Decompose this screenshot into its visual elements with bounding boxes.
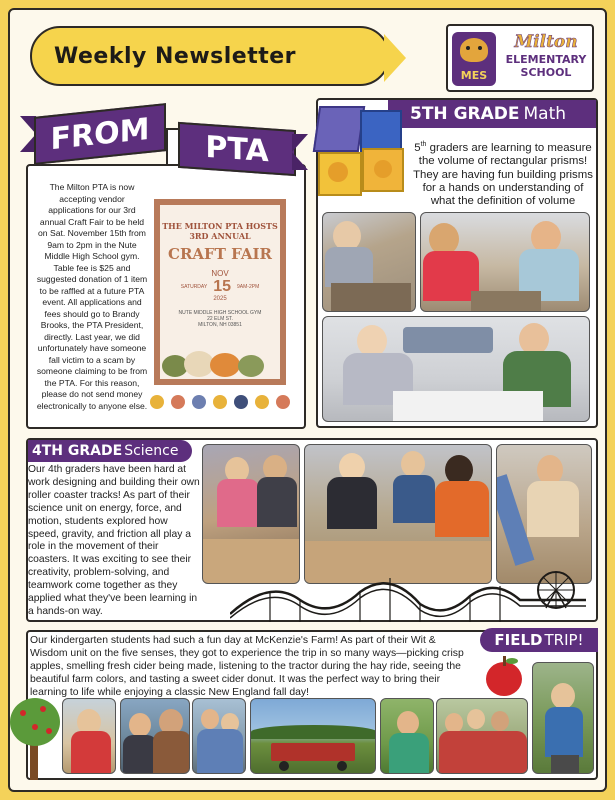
school-name-elementary: ELEMENTARY bbox=[505, 53, 587, 66]
poster-year: 2025 bbox=[213, 296, 227, 302]
poster-venue: NUTE MIDDLE HIGH SCHOOL GYM bbox=[178, 310, 262, 316]
ribbon-pta: PTA bbox=[178, 122, 296, 176]
fieldtrip-photo-6 bbox=[436, 698, 528, 774]
school-name-school: SCHOOL bbox=[520, 66, 572, 79]
grade5-photo-1 bbox=[322, 212, 416, 312]
pumpkins-icon bbox=[162, 349, 276, 377]
grade5-text bbox=[412, 138, 594, 222]
grade4-tag bbox=[28, 440, 192, 462]
grade5-photo-3 bbox=[322, 316, 590, 422]
logo-letters: MES bbox=[460, 69, 488, 82]
poster-month: NOV bbox=[211, 269, 229, 278]
grade4-text: Our 4th graders have been hard at work designing and building their own roller coaster tracks! As part of their science unit on energy, force, and motion, students explored how speed, gravity, and friction all play a role in the movement of their coasters. It was exciting to see their creativity, problem-solving, and teamwork come together as they applied what they've been learning in a hands-on way. bbox=[28, 464, 200, 617]
school-logo bbox=[446, 24, 594, 92]
grade4-photo-1 bbox=[202, 444, 300, 584]
fieldtrip-tag bbox=[480, 628, 598, 652]
chevron-arrows bbox=[336, 34, 406, 82]
fieldtrip-text: Our kindergarten students had such a fun day at McKenzie's Farm! As part of their Wit & Wisdom unit on the five senses, they got to experience the trip in so many ways—picking crisp apples, smelling fresh cider being made, listening to the tractor during the hay ride, seeing the beautiful farm colors, and tasting a sweet cider donut. It was the perfect way to bring their learning to life while enjoying a classic New England fall day! bbox=[30, 635, 464, 698]
grade5-lead: 5 bbox=[414, 141, 421, 154]
grade5-tag bbox=[388, 100, 596, 128]
poster-day-num: 15 bbox=[213, 278, 232, 295]
fieldtrip-tag-bold: FIELD bbox=[494, 631, 543, 649]
apple-tree-icon bbox=[10, 698, 60, 780]
decorative-garland-icon bbox=[150, 394, 290, 410]
craft-fair-poster bbox=[154, 199, 286, 385]
fieldtrip-photo-3 bbox=[192, 698, 246, 774]
fieldtrip-tag-light: TRIP! bbox=[544, 631, 584, 649]
newsletter-title: Weekly Newsletter bbox=[54, 43, 297, 69]
poster-time: 9AM-2PM bbox=[237, 284, 260, 290]
poster-day: SATURDAY bbox=[180, 284, 208, 290]
grade5-body: graders are learning to measure the volume of rectangular prisms! They are having fun building prisms for a hands on understanding of what the definition of volume bbox=[413, 141, 593, 208]
pta-ribbon bbox=[20, 102, 320, 186]
poster-line2: 3RD ANNUAL bbox=[189, 231, 251, 241]
cubes-icon bbox=[308, 102, 416, 212]
chevron-right-icon bbox=[360, 34, 382, 82]
chevron-right-icon bbox=[384, 34, 406, 82]
grade4-tag-bold: 4TH GRADE bbox=[32, 443, 123, 459]
poster-title: CRAFT FAIR bbox=[168, 245, 272, 263]
grade5-tag-light: Math bbox=[523, 104, 567, 124]
ribbon-from: FROM bbox=[34, 103, 166, 165]
grade4-photo-3 bbox=[496, 444, 592, 584]
pta-announcement-text: The Milton PTA is now accepting vendor applications for our 3rd annual Craft Fair to be held on Sat. November 15th from 9am to 2pm in the Nute Middle High School gym. Table fee is $25 and suggested donation of 1 item to be raffled at a future PTA event. All applications and fees should go to Brandy Brooks, the PTA President, directly. Last year, we did unfortunately have someone fall victim to a scam by someone claiming to be from the PTA. For this reason, please do not send money electronically to anyone else. bbox=[36, 182, 148, 411]
bulldog-mascot-icon bbox=[452, 32, 496, 86]
grade4-tag-light: Science bbox=[124, 443, 179, 459]
apple-icon bbox=[484, 656, 524, 698]
fieldtrip-photo-7 bbox=[532, 662, 594, 774]
fieldtrip-photo-5 bbox=[380, 698, 434, 774]
fieldtrip-photo-4 bbox=[250, 698, 376, 774]
grade5-tag-bold: 5TH GRADE bbox=[410, 104, 520, 124]
grade5-sup: th bbox=[420, 141, 427, 148]
chevron-right-icon bbox=[336, 34, 358, 82]
poster-city: MILTON, NH 03851 bbox=[198, 322, 242, 328]
fieldtrip-photo-1 bbox=[62, 698, 116, 774]
poster-line1: THE MILTON PTA HOSTS bbox=[162, 221, 278, 231]
grade4-photo-2 bbox=[304, 444, 492, 584]
roller-coaster-icon bbox=[230, 570, 586, 622]
fieldtrip-photo-2 bbox=[120, 698, 190, 774]
school-name-milton: Milton bbox=[514, 32, 578, 52]
grade5-photo-2 bbox=[420, 212, 590, 312]
poster-street: 22 ELM ST. bbox=[207, 316, 233, 322]
